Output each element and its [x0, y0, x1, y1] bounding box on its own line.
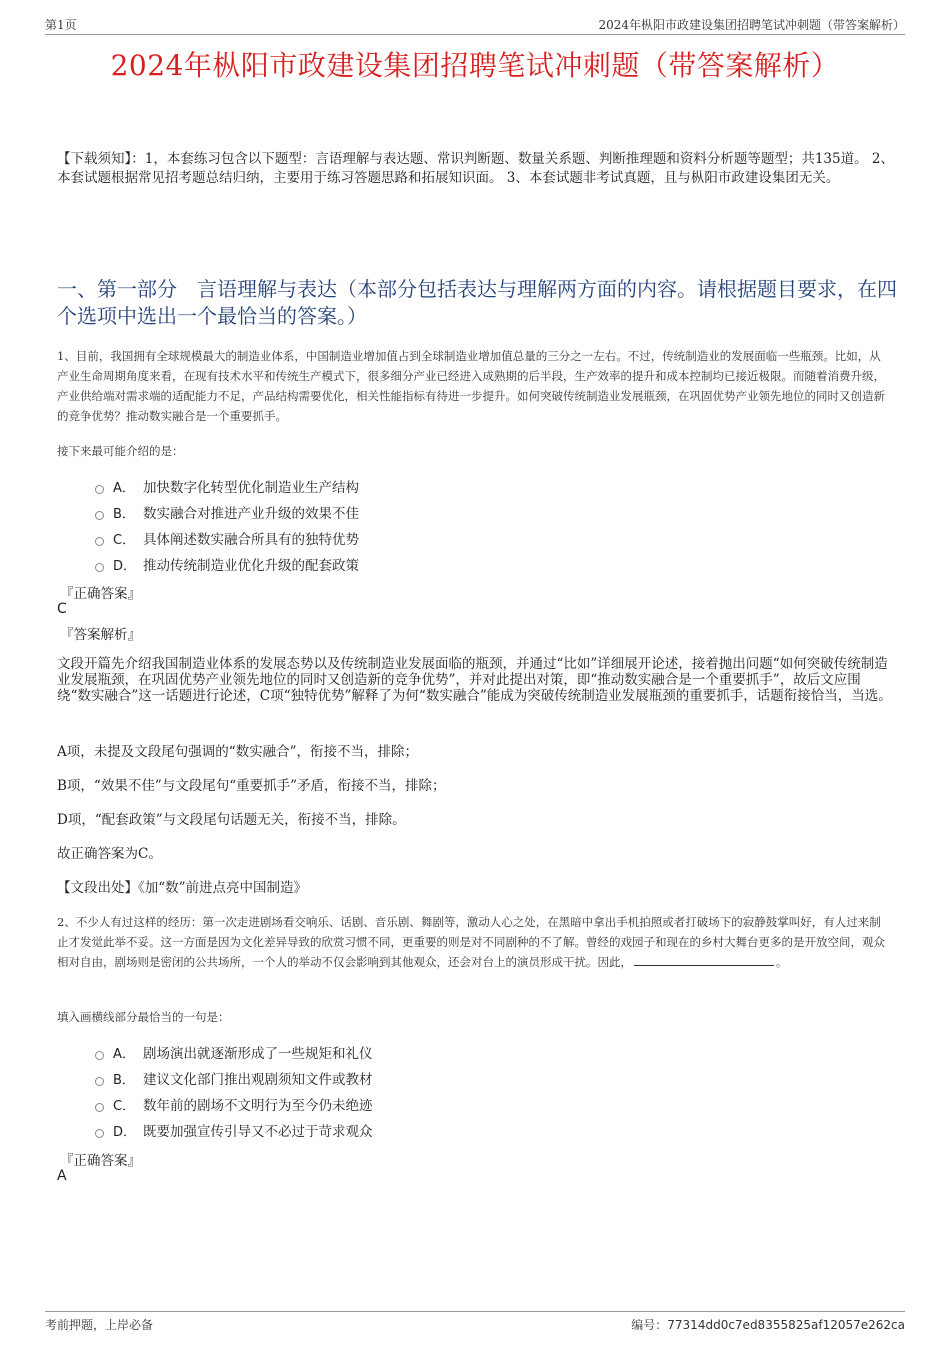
option-a[interactable]: A． 加快数字化转型优化制造业生产结构: [95, 473, 359, 499]
page-title: 2024年枞阳市政建设集团招聘笔试冲刺题（带答案解析）: [110, 49, 840, 82]
radio-icon[interactable]: [95, 485, 104, 494]
answer-value: C: [57, 601, 67, 617]
question-1-options: [95, 473, 359, 577]
page-header: [45, 14, 905, 35]
question-2-options: [95, 1039, 373, 1143]
answer-label: 『正确答案』: [60, 1153, 141, 1169]
analysis-conclusion: 故正确答案为C。: [57, 846, 162, 862]
question-2-prompt: 填入画横线部分最恰当的一句是：: [57, 1010, 230, 1024]
fill-blank: [634, 953, 774, 966]
answer-label: 『正确答案』: [60, 586, 141, 602]
answer-value: A: [57, 1168, 67, 1184]
radio-icon[interactable]: [95, 1129, 104, 1138]
question-2-text: 2、不少人有过这样的经历：第一次走进剧场看交响乐、话剧、音乐剧、舞剧等，激动人心之处，在黑暗中拿出手机拍照或者打破场下的寂静鼓掌叫好，有人过来制止才发觉此举不妥。这一方面是因为文化差异导致的欣赏习惯不同，更重要的则是对不同剧种的不了解。曾经的戏园子和现在的乡村大舞台更多的是开放空间，观众相对自由，剧场则是密闭的公共场所，一个人的举动不仅会影响到其他观众，还会对台上的演员形成干扰。因此， 。: [57, 915, 885, 969]
question-1-prompt: 接下来最可能介绍的是：: [57, 444, 184, 458]
radio-icon[interactable]: [95, 563, 104, 572]
option-d[interactable]: D． 推动传统制造业优化升级的配套政策: [95, 551, 359, 577]
radio-icon[interactable]: [95, 1103, 104, 1112]
option-d[interactable]: D． 既要加强宣传引导又不必过于苛求观众: [95, 1117, 373, 1143]
source-citation: 【文段出处】《加“数”前进点亮中国制造》: [57, 880, 308, 896]
analysis-note-a: A项，未提及文段尾句强调的“数实融合”，衔接不当，排除；: [57, 744, 419, 760]
analysis-note-b: B项，“效果不佳”与文段尾句“重要抓手”矛盾，衔接不当，排除；: [57, 778, 446, 794]
header-doc-title: 2024年枞阳市政建设集团招聘笔试冲刺题（带答案解析）: [598, 18, 905, 32]
radio-icon[interactable]: [95, 1077, 104, 1086]
analysis-text: 文段开篇先介绍我国制造业体系的发展态势以及传统制造业发展面临的瓶颈，并通过“比如”详细展开论述，接着抛出问题“如何突破传统制造业发展瓶颈，在巩固优势产业领先地位的同时又创造新的竞争优势”，并对此提出对策，即“推动数实融合是一个重要抓手”，故后文应围绕“数实融合”这一话题进行论述，C项“独特优势”解释了为何“数实融合”能成为突破传统制造业发展瓶颈的重要抓手，话题衔接恰当，当选。: [57, 656, 892, 704]
option-c[interactable]: C． 数年前的剧场不文明行为至今仍未绝迹: [95, 1091, 373, 1117]
option-c[interactable]: C． 具体阐述数实融合所具有的独特优势: [95, 525, 359, 551]
footer-code: 编号：77314dd0c7ed8355825af12057e262ca: [631, 1318, 905, 1332]
option-b[interactable]: B． 数实融合对推进产业升级的效果不佳: [95, 499, 359, 525]
option-b[interactable]: B． 建议文化部门推出观剧须知文件或教材: [95, 1065, 373, 1091]
radio-icon[interactable]: [95, 1051, 104, 1060]
page-number: 第1页: [45, 18, 77, 32]
section-heading: 一、第一部分 言语理解与表达（本部分包括表达与理解两方面的内容。请根据题目要求，在四个选项中选出一个最恰当的答案。）: [57, 277, 897, 328]
analysis-note-d: D项，“配套政策”与文段尾句话题无关，衔接不当，排除。: [57, 812, 406, 828]
footer-slogan: 考前押题，上岸必备: [45, 1318, 154, 1332]
option-a[interactable]: A． 剧场演出就逐渐形成了一些规矩和礼仪: [95, 1039, 373, 1065]
analysis-label: 『答案解析』: [60, 627, 141, 643]
download-notice: 【下载须知】：1，本套练习包含以下题型：言语理解与表达题、常识判断题、数量关系题、判断推理题和资料分析题等题型；共135道。 2、本套试题根据常见招考题总结归纳，主要用于练习答题思路和拓展知识面。 3、本套试题非考试真题，且与枞阳市政建设集团无关。: [57, 151, 894, 186]
radio-icon[interactable]: [95, 511, 104, 520]
question-1-text: 1、目前，我国拥有全球规模最大的制造业体系，中国制造业增加值占到全球制造业增加值总量的三分之一左右。不过，传统制造业的发展面临一些瓶颈。比如，从产业生命周期角度来看，在现有技术水平和传统生产模式下，很多细分产业已经进入成熟期的后半段，生产效率的提升和成本控制均已接近极限。而随着消费升级，产业供给端对需求端的适配能力不足，产品结构需要优化，相关性能指标有待进一步提升。如何突破传统制造业发展瓶颈，在巩固优势产业领先地位的同时又创造新的竞争优势？推动数实融合是一个重要抓手。: [57, 349, 885, 423]
page-footer: [45, 1311, 905, 1334]
radio-icon[interactable]: [95, 537, 104, 546]
